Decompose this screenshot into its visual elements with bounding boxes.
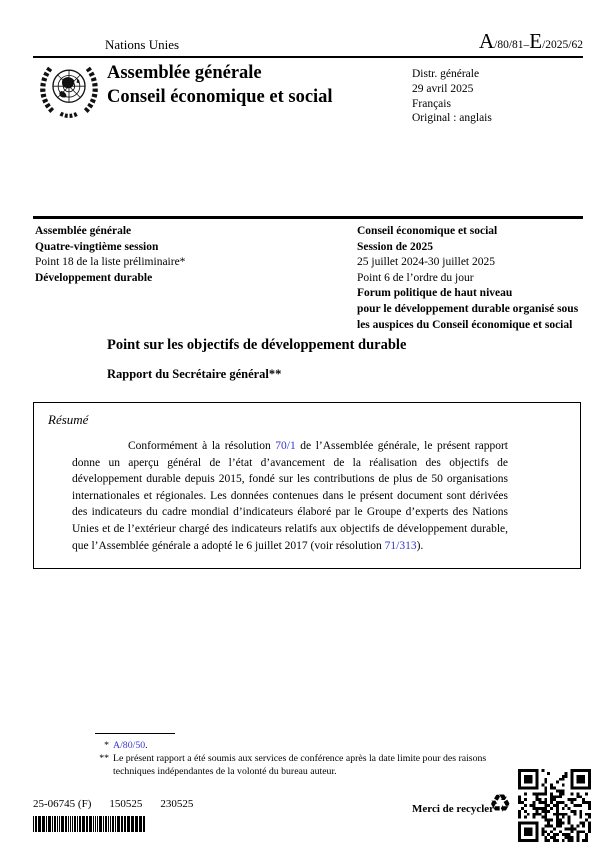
symbol-dash: –: [523, 39, 530, 51]
footnote-2-text: Le présent rapport a été soumis aux services de conférence après la date limite pour des raisons techniques indépendantes de la volonté du bureau auteur.: [113, 753, 487, 778]
org-bodies-title: [107, 62, 333, 109]
footnote-2-marker: **: [99, 753, 109, 765]
session-left-body: Assemblée générale: [35, 225, 132, 237]
org-name: Nations Unies: [105, 37, 180, 52]
summary-heading: Résumé: [48, 412, 89, 427]
footnote-1-suffix: .: [145, 740, 148, 751]
org-body-2: Conseil économique et social: [107, 86, 333, 107]
session-right-forum-3: les auspices du Conseil économique et social: [357, 318, 573, 331]
job-number: 25-06745 (F): [33, 798, 92, 810]
session-right-dates: 25 juillet 2024-30 juillet 2025: [357, 256, 495, 269]
symbol-e-suffix: /2025/62: [542, 39, 583, 51]
session-right-session: Session de 2025: [357, 240, 434, 253]
summary-box: [33, 402, 581, 569]
qr-code: [518, 769, 591, 847]
footnote-separator: [95, 733, 175, 734]
session-left-agenda-item: Point 18 de la liste préliminaire*: [35, 256, 186, 269]
footnotes: [95, 739, 511, 779]
summary-text-1: Conformément à la résolution: [128, 440, 276, 452]
recycle-icon: ♻: [489, 789, 512, 818]
summary-text-2: de l’Assemblée générale, le présent rapport donne un aperçu général de l’état d’avancement de la réalisation des objectifs de développement durable depuis 2015, fondé sur les contributions de plus de 50 organisations internationales et régionales. Les données contenues dans le présent document sont dérivées des indicateurs du cadre mondial d’indicateurs élaboré par le Groupe d’experts des Nations Unies et de l’extérieur chargé des indicateurs relatifs aux objectifs de développement durable, que l’Assemblée générale a adopté le 6 juillet 2017 (voir résolution: [72, 440, 508, 552]
symbol-a-suffix: /80/81: [494, 39, 524, 51]
report-subtitle: Rapport du Secrétaire général**: [107, 367, 282, 381]
session-right-forum-1: Forum politique de haut niveau: [357, 287, 513, 300]
job-number-line: [33, 798, 193, 810]
document-symbol: [479, 29, 583, 54]
symbol-e: E: [529, 29, 543, 53]
resolution-link-71-313[interactable]: 71/313: [384, 539, 417, 552]
session-right-forum-2: pour le développement durable organisé sous: [357, 302, 579, 315]
summary-text-3: ).: [416, 539, 424, 552]
section-rule: [33, 216, 583, 219]
distr-date: 29 avril 2025: [412, 82, 474, 95]
distr-language: Français: [412, 97, 451, 110]
session-left-topic: Développement durable: [35, 271, 153, 284]
footnote-2: [95, 752, 511, 778]
job-date-1: 150525: [109, 798, 143, 810]
distr-type: Distr. générale: [412, 68, 480, 80]
footnote-1-marker: *: [104, 740, 109, 751]
recycle-label: Merci de recycler: [412, 803, 495, 815]
document-link-a-80-50[interactable]: A/80/50: [113, 740, 146, 751]
distribution-block: [412, 67, 492, 126]
footnote-1-text: [113, 739, 511, 752]
summary-paragraph: [72, 438, 508, 554]
distr-original: Original : anglais: [412, 112, 492, 125]
un-emblem-icon: [36, 59, 102, 126]
symbol-a: A: [478, 29, 495, 53]
session-left-session: Quatre-vingtième session: [35, 240, 159, 253]
resolution-link-70-1[interactable]: 70/1: [275, 440, 296, 452]
org-body-1: Assemblée générale: [107, 63, 262, 83]
job-date-2: 230525: [160, 798, 194, 810]
session-info-left: [35, 224, 185, 286]
session-right-body: Conseil économique et social: [357, 225, 498, 237]
report-title: Point sur les objectifs de développement durable: [107, 337, 407, 353]
header-rule: [33, 56, 583, 58]
footnote-1: [95, 739, 511, 752]
session-right-agenda-item: Point 6 de l’ordre du jour: [357, 271, 474, 284]
session-info-right: [357, 224, 578, 333]
barcode: [33, 816, 149, 837]
